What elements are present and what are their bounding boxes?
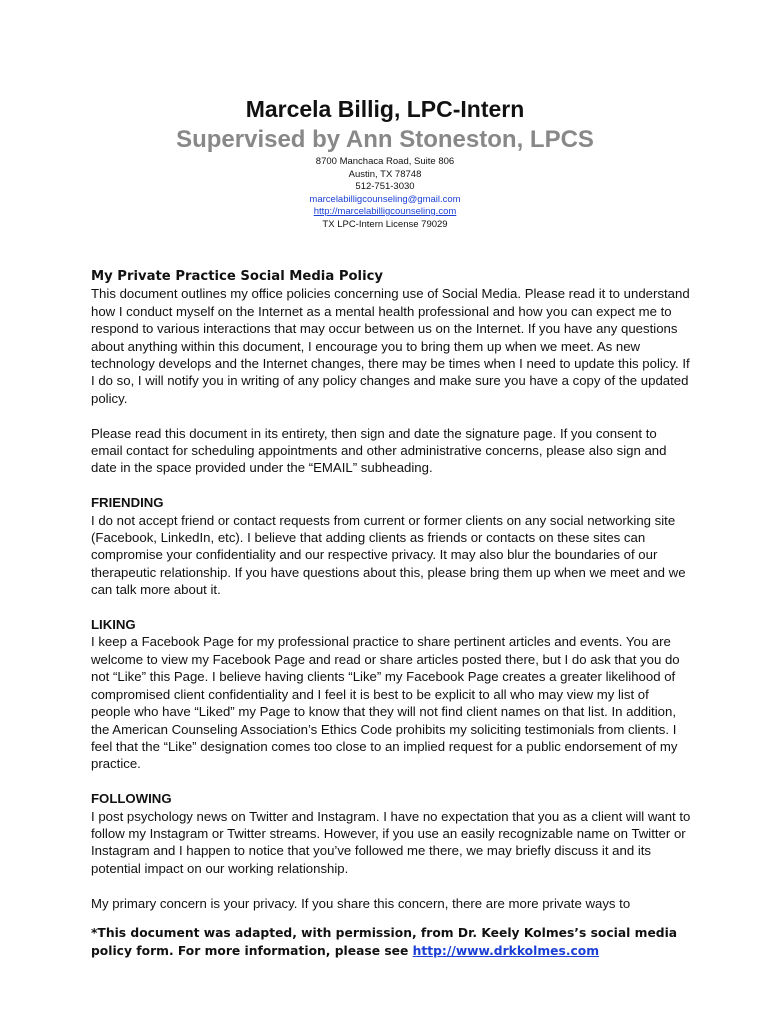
following-heading: FOLLOWING xyxy=(91,791,172,807)
privacy-paragraph: My primary concern is your privacy. If you share this concern, there are more private ways to xyxy=(91,895,631,911)
adaptation-footnote xyxy=(91,925,691,960)
footnote-link[interactable]: http://www.drkkolmes.com xyxy=(412,943,600,958)
following-paragraph: I post psychology news on Twitter and Instagram. I have no expectation that you as a client will want to follow my Instagram or Twitter streams. However, if you use an easily recognizable name on Twitter or Instagram and I happen to notice that you’ve followed me there, we may briefly discuss it and its potential impact on our working relationship. xyxy=(91,808,691,876)
friending-paragraph: I do not accept friend or contact requests from current or former clients on any social networking site (Facebook, LinkedIn, etc). I believe that adding clients as friends or contacts on these sites can compromise your confidentiality and our respective privacy. It may also blur the boundaries of our therapeutic relationship. If you have questions about this, please bring them up when we meet and we can talk more about it. xyxy=(91,512,686,598)
liking-heading: LIKING xyxy=(91,617,136,633)
supervisor-line: Supervised by Ann Stoneston, LPCS xyxy=(176,126,594,153)
address-line-1: 8700 Manchaca Road, Suite 806 xyxy=(315,156,455,167)
website-link[interactable]: http://marcelabilligcounseling.com xyxy=(313,206,457,217)
practitioner-name: Marcela Billig, LPC-Intern xyxy=(245,96,525,122)
address-line-2: Austin, TX 78748 xyxy=(348,168,422,180)
letterhead xyxy=(0,94,770,231)
policy-title: My Private Practice Social Media Policy xyxy=(91,269,383,284)
license-number: TX LPC-Intern License 79029 xyxy=(322,218,448,230)
intro-paragraph: This document outlines my office policies concerning use of Social Media. Please read it to understand how I conduct myself on the Internet as a mental health professional and how you can expect me to respond to various interactions that may occur between us on the Internet. If you have any questions about anything within this document, I encourage you to bring them up when we meet. As new technology develops and the Internet changes, there may be times when I need to update this policy. If I do so, I will notify you in writing of any policy changes and make sure you have a copy of the updated policy. xyxy=(91,286,690,406)
footnote-text: *This document was adapted, with permission, from Dr. Keely Kolmes’s social media policy form. For more information, please see xyxy=(91,926,678,958)
phone-number: 512-751-3030 xyxy=(355,181,415,192)
friending-heading: FRIENDING xyxy=(91,495,164,511)
email-link[interactable]: marcelabilligcounseling@gmail.com xyxy=(309,193,461,205)
liking-paragraph: I keep a Facebook Page for my professional practice to share pertinent articles and events. You are welcome to view my Facebook Page and read or share articles posted there, but I do ask that you do not “Like” this Page. I believe having clients “Like” my Facebook Page creates a greater likelihood of compromised client confidentiality and I feel it is best to be explicit to all who may view my list of people who have “Liked” my Page to know that they will not find client names on that list. In addition, the American Counseling Association’s Ethics Code prohibits my soliciting testimonials from clients. I feel that the “Like” designation comes too close to an implied request for a public endorsement of my practice. xyxy=(91,634,680,772)
consent-paragraph: Please read this document in its entirety, then sign and date the signature page. If you consent to email contact for scheduling appointments and other administrative concerns, please also sign and date in the space provided under the “EMAIL” subheading. xyxy=(91,425,667,476)
policy-body xyxy=(91,268,691,912)
